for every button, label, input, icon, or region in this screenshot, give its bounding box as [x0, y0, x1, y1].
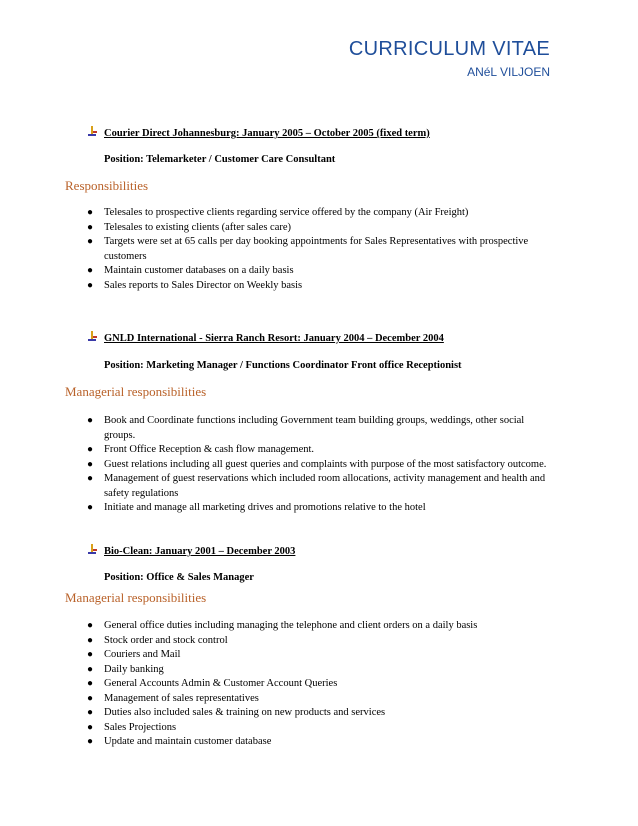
employer-line: [86, 333, 444, 345]
bullet-icon: ●: [87, 221, 94, 233]
pointer-icon: [86, 126, 98, 138]
section-heading: Responsibilities: [65, 178, 149, 193]
position-label: Position:: [104, 360, 144, 371]
bullet-icon: ●: [87, 707, 94, 718]
bullet-icon: ●: [87, 692, 94, 704]
list-item: ● Sales Projections: [104, 721, 544, 736]
section-heading: Managerial responsibilities: [65, 384, 207, 399]
position-line: [104, 572, 254, 583]
pointer-icon: [86, 331, 98, 343]
list-item: ● Management of guest reservations which included room allocations, activity management and health and safety regulations: [87, 473, 546, 499]
bullet-icon: ●: [87, 649, 94, 660]
list-item: ● Telesales to prospective clients regarding service offered by the company (Air Freight): [104, 206, 544, 221]
bullet-icon: ●: [87, 444, 94, 455]
employer-text: GNLD International - Sierra Ranch Resort: January 2004 – December 2004: [104, 333, 444, 344]
bullet-icon: ●: [87, 634, 94, 646]
list-item: ● Couriers and Mail: [104, 648, 544, 663]
position-line: [104, 154, 335, 165]
list-item: ● Daily banking: [104, 663, 544, 678]
list-item: ● Stock order and stock control: [104, 634, 544, 649]
position-value: Marketing Manager / Functions Coordinator Front office Receptionist: [143, 360, 462, 371]
responsibility-list: [87, 619, 544, 750]
employer-line: [86, 128, 430, 140]
position-line: [104, 360, 462, 371]
document-header: [349, 38, 550, 79]
bullet-icon: ●: [87, 736, 94, 747]
bullet-icon: ●: [87, 265, 94, 276]
list-item: ● General office duties including managing the telephone and client orders on a daily basis: [104, 619, 544, 634]
list-item: ● Update and maintain customer database: [104, 735, 544, 750]
list-item: ● Targets were set at 65 calls per day booking appointments for Sales Representatives with prospective customers: [87, 236, 529, 262]
list-item: ● Initiate and manage all marketing drives and promotions relative to the hotel: [104, 501, 554, 516]
bullet-icon: ●: [87, 207, 94, 218]
list-item: ● Book and Coordinate functions including Government team building groups, weddings, other social groups.: [87, 415, 525, 441]
pointer-icon: [86, 544, 98, 556]
section-heading: Managerial responsibilities: [65, 590, 207, 605]
bullet-icon: ●: [87, 473, 94, 484]
list-item: ● Management of sales representatives: [104, 692, 544, 707]
employer-text: Bio-Clean: January 2001 – December 2003: [104, 546, 296, 557]
list-item: ● General Accounts Admin & Customer Account Queries: [104, 677, 544, 692]
list-item: ● Sales reports to Sales Director on Weekly basis: [104, 279, 544, 294]
position-value: Office & Sales Manager: [143, 572, 254, 583]
position-label: Position: [104, 154, 141, 165]
position-value: : Telemarketer / Customer Care Consultant: [140, 154, 336, 165]
responsibility-list: [87, 414, 554, 516]
bullet-icon: ●: [87, 502, 94, 513]
bullet-icon: ●: [87, 721, 94, 733]
bullet-icon: ●: [87, 279, 94, 291]
list-item: ● Guest relations including all guest queries and complaints with purpose of the most satisfactory outcome.: [104, 458, 554, 473]
bullet-icon: ●: [87, 620, 94, 631]
list-item: ● Duties also included sales & training on new products and services: [104, 706, 544, 721]
position-label: Position:: [104, 572, 144, 583]
bullet-icon: ●: [87, 236, 94, 247]
list-item: ● Front Office Reception & cash flow management.: [104, 443, 554, 458]
employer-text: Courier Direct Johannesburg: January 2005 – October 2005 (fixed term): [104, 128, 430, 139]
bullet-icon: ●: [87, 678, 94, 689]
list-item: ● Telesales to existing clients (after sales care): [104, 221, 544, 236]
document-title: CURRICULUM VITAE: [348, 38, 550, 60]
bullet-icon: ●: [87, 415, 94, 426]
list-item: ● Maintain customer databases on a daily basis: [104, 264, 544, 279]
bullet-icon: ●: [87, 458, 94, 470]
candidate-name: ANéL VILJOEN: [467, 65, 550, 79]
bullet-icon: ●: [87, 663, 94, 675]
employer-line: [86, 546, 295, 558]
responsibility-list: [87, 206, 544, 293]
